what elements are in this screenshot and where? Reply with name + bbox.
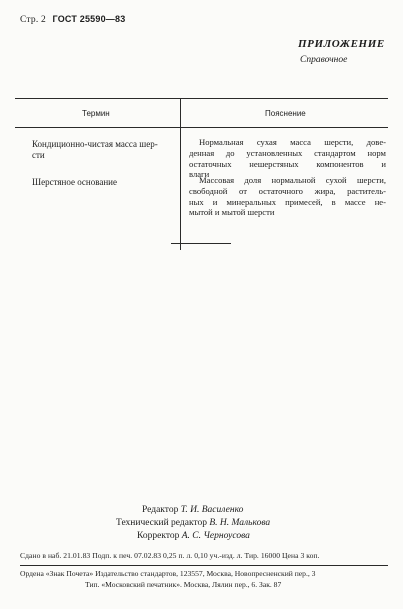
term-cell [32,139,184,161]
table-header-rule [15,127,388,128]
column-header-explanation: Пояснение [265,109,306,118]
term-cell [32,177,184,188]
table-column-divider [180,98,181,250]
explanation-line: денная до установленных стандартом норм [189,147,386,158]
credit-role: Корректор [137,531,180,541]
printer-line: Тип. «Московский печатник». Москва, Лялин пер., 6. Зак. 87 [85,580,282,589]
explanation-line: мытой и мытой шерсти [189,207,275,218]
term-line: сти [32,150,45,160]
credit-name: В. Н. Малькова [209,518,271,528]
page-header [20,14,125,25]
explanation-line: влаги [189,169,210,180]
explanation-line: Нормальная сухая масса шерсти, дове- [199,137,386,147]
explanation-cell [189,137,386,180]
appendix-subtitle: Справочное [300,55,348,65]
imprint-line: Сдано в наб. 21.01.83 Подп. к печ. 07.02.83 0,25 п. л. 0,10 уч.-изд. л. Тир. 16000 Цена 3 коп. [20,551,320,560]
credit-editor [142,505,243,515]
credit-technical-editor [116,518,270,528]
standard-number: ГОСТ 25590—83 [52,14,126,24]
explanation-line: Массовая доля нормальной сухой шерсти, [199,175,386,185]
explanation-line: свободной от остаточного жира, раститель- [189,185,386,196]
term-line: Кондиционно-чистая масса шер- [32,139,158,149]
credit-role: Технический редактор [116,518,207,528]
section-end-rule [171,243,231,244]
credit-proofreader [137,531,250,541]
explanation-line: ных и минеральных примесей, в массе не- [189,196,386,207]
credit-name: Т. И. Василенко [180,505,244,515]
column-header-term: Термин [82,109,110,118]
term-line: Шерстяное основание [32,177,117,187]
appendix-title: ПРИЛОЖЕНИЕ [298,38,385,50]
imprint-rule [20,565,388,566]
credit-role: Редактор [142,505,179,515]
explanation-line: остаточных нешерстяных компонентов и [189,158,386,169]
credit-name: А. С. Черноусова [181,531,250,541]
publisher-line: Ордена «Знак Почета» Издательство стандартов, 123557, Москва, Новопресненский пер., 3 [20,569,316,578]
explanation-cell [189,175,386,218]
page-number: Стр. 2 [20,15,46,25]
table-top-rule [15,98,388,99]
